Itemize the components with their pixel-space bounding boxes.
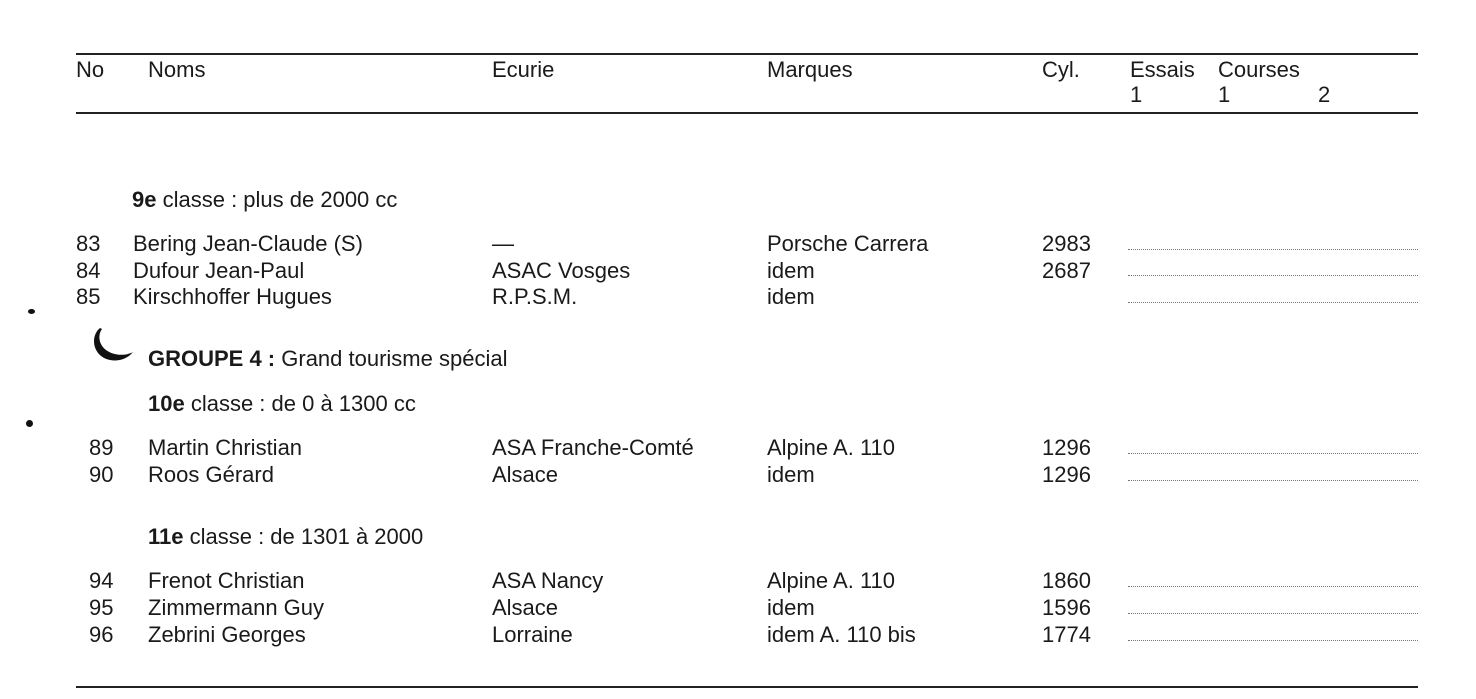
entry-ecurie: ASA Nancy: [492, 568, 604, 593]
entry-ecurie: ASAC Vosges: [492, 258, 631, 283]
entry-cyl: 1774: [1042, 622, 1091, 647]
swoosh-logo-icon: [88, 326, 134, 366]
entry-name: Bering Jean-Claude (S): [133, 231, 363, 256]
results-dotted-line: [1128, 640, 1418, 641]
entry-marque: idem: [767, 258, 815, 283]
entry-name: Zebrini Georges: [148, 622, 306, 647]
class-description: classe : de 0 à 1300 cc: [184, 391, 416, 416]
entry-ecurie: —: [492, 231, 514, 256]
entry-no: 84: [76, 258, 101, 283]
class-description: classe : plus de 2000 cc: [156, 187, 398, 212]
class-heading-10: [148, 393, 416, 415]
entry-no: 89: [89, 435, 114, 460]
results-dotted-line: [1128, 249, 1418, 250]
results-dotted-line: [1128, 453, 1418, 454]
entry-marque: idem: [767, 595, 815, 620]
class-number: 11e: [148, 524, 184, 549]
entry-ecurie: Lorraine: [492, 622, 573, 647]
group-description: Grand tourisme spécial: [275, 346, 508, 371]
col-header-courses-1: 1: [1218, 82, 1231, 107]
entry-cyl: 1296: [1042, 462, 1091, 487]
entry-name: Dufour Jean-Paul: [133, 258, 305, 283]
col-header-no: No: [76, 57, 105, 82]
entry-marque: idem A. 110 bis: [767, 622, 916, 647]
entry-name: Frenot Christian: [148, 568, 305, 593]
results-dotted-line: [1128, 275, 1418, 276]
entry-ecurie: R.P.S.M.: [492, 284, 578, 309]
entry-ecurie: Alsace: [492, 462, 559, 487]
results-dotted-line: [1128, 480, 1418, 481]
entry-no: 95: [89, 595, 114, 620]
print-speck: [26, 420, 33, 427]
header-top-rule: [76, 53, 1418, 55]
entry-cyl: 1860: [1042, 568, 1091, 593]
entry-no: 85: [76, 284, 101, 309]
entry-name: Zimmermann Guy: [148, 595, 325, 620]
entry-cyl: 1596: [1042, 595, 1091, 620]
entry-marque: Alpine A. 110: [767, 568, 896, 593]
entry-ecurie: ASA Franche-Comté: [492, 435, 694, 460]
entry-cyl: 2983: [1042, 231, 1091, 256]
entry-no: 94: [89, 568, 114, 593]
entry-name: Martin Christian: [148, 435, 303, 460]
entry-marque: idem: [767, 284, 815, 309]
header-bottom-rule: [76, 112, 1418, 114]
group-label: GROUPE 4 :: [148, 346, 276, 371]
entry-cyl: 1296: [1042, 435, 1091, 460]
entry-marque: idem: [767, 462, 815, 487]
class-description: classe : de 1301 à 2000: [183, 524, 424, 549]
entry-name: Kirschhoffer Hugues: [133, 284, 332, 309]
col-header-courses-2: 2: [1318, 82, 1331, 107]
entry-marque: Porsche Carrera: [767, 231, 929, 256]
entry-no: 83: [76, 231, 101, 256]
entry-ecurie: Alsace: [492, 595, 559, 620]
entry-marque: Alpine A. 110: [767, 435, 896, 460]
col-header-courses: Courses: [1218, 57, 1300, 82]
results-dotted-line: [1128, 613, 1418, 614]
class-heading-11: [148, 526, 423, 548]
print-speck: [28, 309, 35, 314]
class-number: 10e: [148, 391, 185, 416]
class-heading-9: [132, 189, 397, 211]
group-heading: [148, 348, 507, 370]
col-header-cyl: Cyl.: [1042, 57, 1080, 82]
entry-cyl: 2687: [1042, 258, 1091, 283]
col-header-marques: Marques: [767, 57, 853, 82]
entry-no: 96: [89, 622, 114, 647]
results-dotted-line: [1128, 302, 1418, 303]
col-header-noms: Noms: [148, 57, 206, 82]
footer-rule: [76, 686, 1418, 688]
col-header-essais: Essais: [1130, 57, 1195, 82]
class-number: 9e: [132, 187, 157, 212]
entry-name: Roos Gérard: [148, 462, 274, 487]
col-header-essais-1: 1: [1130, 82, 1143, 107]
entry-no: 90: [89, 462, 114, 487]
col-header-ecurie: Ecurie: [492, 57, 555, 82]
results-dotted-line: [1128, 586, 1418, 587]
